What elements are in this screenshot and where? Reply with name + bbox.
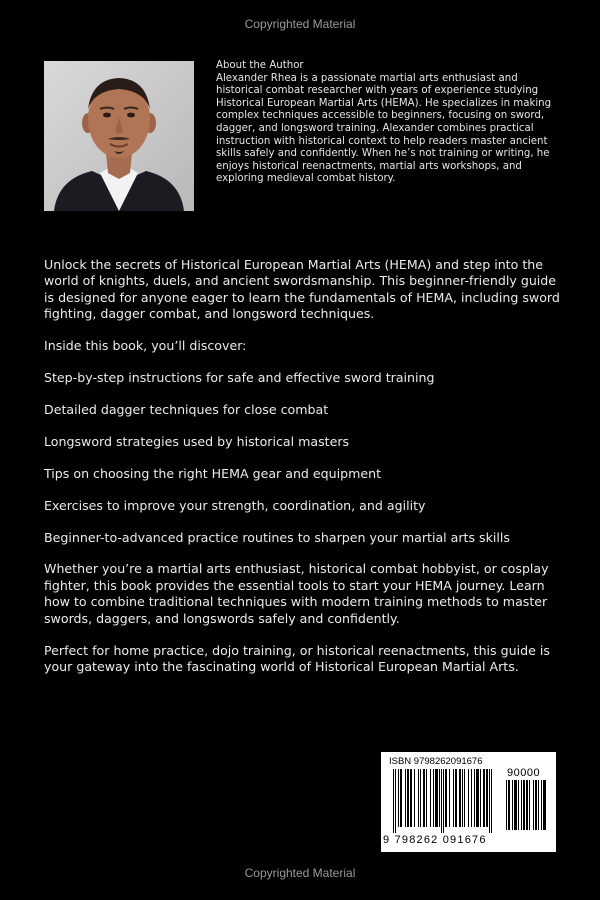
- barcode-digits: 9 798262 091676: [383, 834, 487, 846]
- whether-paragraph: Whether you’re a martial arts enthusiast, historical combat hobbyist, or cosplay fighter, this book provides the essential tools to start your HEMA journey. Learn how to combine traditional techniques with modern training methods to master swords, daggers, and longswords safely and confidently.: [44, 561, 549, 626]
- barcode-bar: [395, 769, 396, 833]
- barcode-bar: [423, 769, 425, 827]
- bullet-point: Step-by-step instructions for safe and effective sword training: [44, 370, 435, 386]
- barcode-bar: [400, 769, 402, 827]
- barcode-bar: [518, 780, 519, 830]
- barcode-bar: [426, 769, 427, 827]
- discover-heading: Inside this book, you’ll discover:: [44, 338, 247, 354]
- closing-paragraph: Perfect for home practice, dojo training, or historical reenactments, this guide is your gateway into the fascinating world of Historical European Martial Arts.: [44, 642, 550, 674]
- barcode-bar: [538, 780, 539, 830]
- barcode-bar: [393, 769, 394, 833]
- barcode-bar: [462, 769, 463, 827]
- watermark-bottom: Copyrighted Material: [244, 866, 356, 880]
- barcode-bar: [508, 780, 510, 830]
- bullet-point: Exercises to improve your strength, coordination, and agility: [44, 497, 426, 513]
- addon-barcode-bars: [506, 780, 550, 835]
- author-bio-text: Alexander Rhea is a passionate martial arts enthusiast and historical combat researcher with years of experience studying Historical European Martial Arts (HEMA). He specializes in making complex techniques accessible to beginners, focusing on sword, dagger, and longsword training. Alexander combines practical instruction with historical context to help readers master ancient skills safely and confidently. When he’s not training or writing, he enjoys historical reenactments, martial arts workshops, and exploring medieval combat history.: [216, 72, 552, 185]
- barcode-bar: [435, 769, 438, 827]
- barcode-bar: [506, 780, 507, 830]
- barcode-bar: [535, 780, 537, 830]
- isbn-barcode: [381, 752, 556, 852]
- bullet-point: Detailed dagger techniques for close combat: [44, 401, 329, 417]
- barcode-bar: [443, 769, 444, 833]
- barcode-bar: [441, 769, 442, 833]
- bullet-point: Tips on choosing the right HEMA gear and equipment: [44, 465, 382, 481]
- barcode-bar: [526, 780, 528, 830]
- barcode-bar: [445, 769, 447, 827]
- barcode-bar: [491, 769, 492, 833]
- barcode-bar: [512, 780, 513, 830]
- author-heading: About the Author: [216, 60, 304, 71]
- barcode-bar: [543, 780, 546, 830]
- barcode-bar: [480, 769, 481, 827]
- ean-barcode-bars: [393, 769, 499, 835]
- price-code: 90000: [507, 767, 541, 779]
- barcode-bar: [476, 769, 479, 827]
- barcode-bar: [533, 780, 534, 830]
- barcode-bar: [455, 769, 457, 827]
- barcode-bar: [430, 769, 431, 827]
- isbn-label: ISBN 9798262091676: [389, 756, 483, 767]
- bullet-point: Longsword strategies used by historical masters: [44, 433, 350, 449]
- barcode-bar: [514, 780, 517, 830]
- barcode-bar: [523, 780, 525, 830]
- barcode-bar: [471, 769, 472, 827]
- watermark-top: Copyrighted Material: [244, 17, 356, 31]
- barcode-bar: [405, 769, 406, 827]
- barcode-bar: [483, 769, 485, 827]
- barcode-bar: [410, 769, 412, 827]
- barcode-bar: [449, 769, 450, 827]
- barcode-bar: [468, 769, 469, 827]
- author-photo: [44, 61, 194, 211]
- barcode-bar: [474, 769, 475, 827]
- book-description: [44, 257, 564, 691]
- barcode-bar: [418, 769, 419, 827]
- barcode-bar: [407, 769, 409, 827]
- barcode-bar: [486, 769, 488, 827]
- barcode-bar: [398, 769, 399, 827]
- barcode-bar: [453, 769, 454, 827]
- barcode-bar: [433, 769, 434, 827]
- intro-paragraph: Unlock the secrets of Historical European Martial Arts (HEMA) and step into the world of knights, duels, and ancient swordsmanship. This beginner-friendly guide is designed for anyone eager to learn the fundamentals of HEMA, including sword fighting, dagger combat, and longsword techniques.: [44, 257, 560, 322]
- barcode-bar: [541, 780, 542, 830]
- author-bio: [216, 60, 566, 186]
- barcode-bar: [464, 769, 465, 827]
- barcode-bar: [439, 769, 440, 827]
- barcode-bar: [420, 769, 421, 827]
- bullet-point: Beginner-to-advanced practice routines to sharpen your martial arts skills: [44, 529, 510, 545]
- barcode-bar: [521, 780, 522, 830]
- barcode-bar: [529, 780, 530, 830]
- barcode-bar: [459, 769, 461, 827]
- barcode-bar: [414, 769, 415, 827]
- barcode-bar: [489, 769, 490, 833]
